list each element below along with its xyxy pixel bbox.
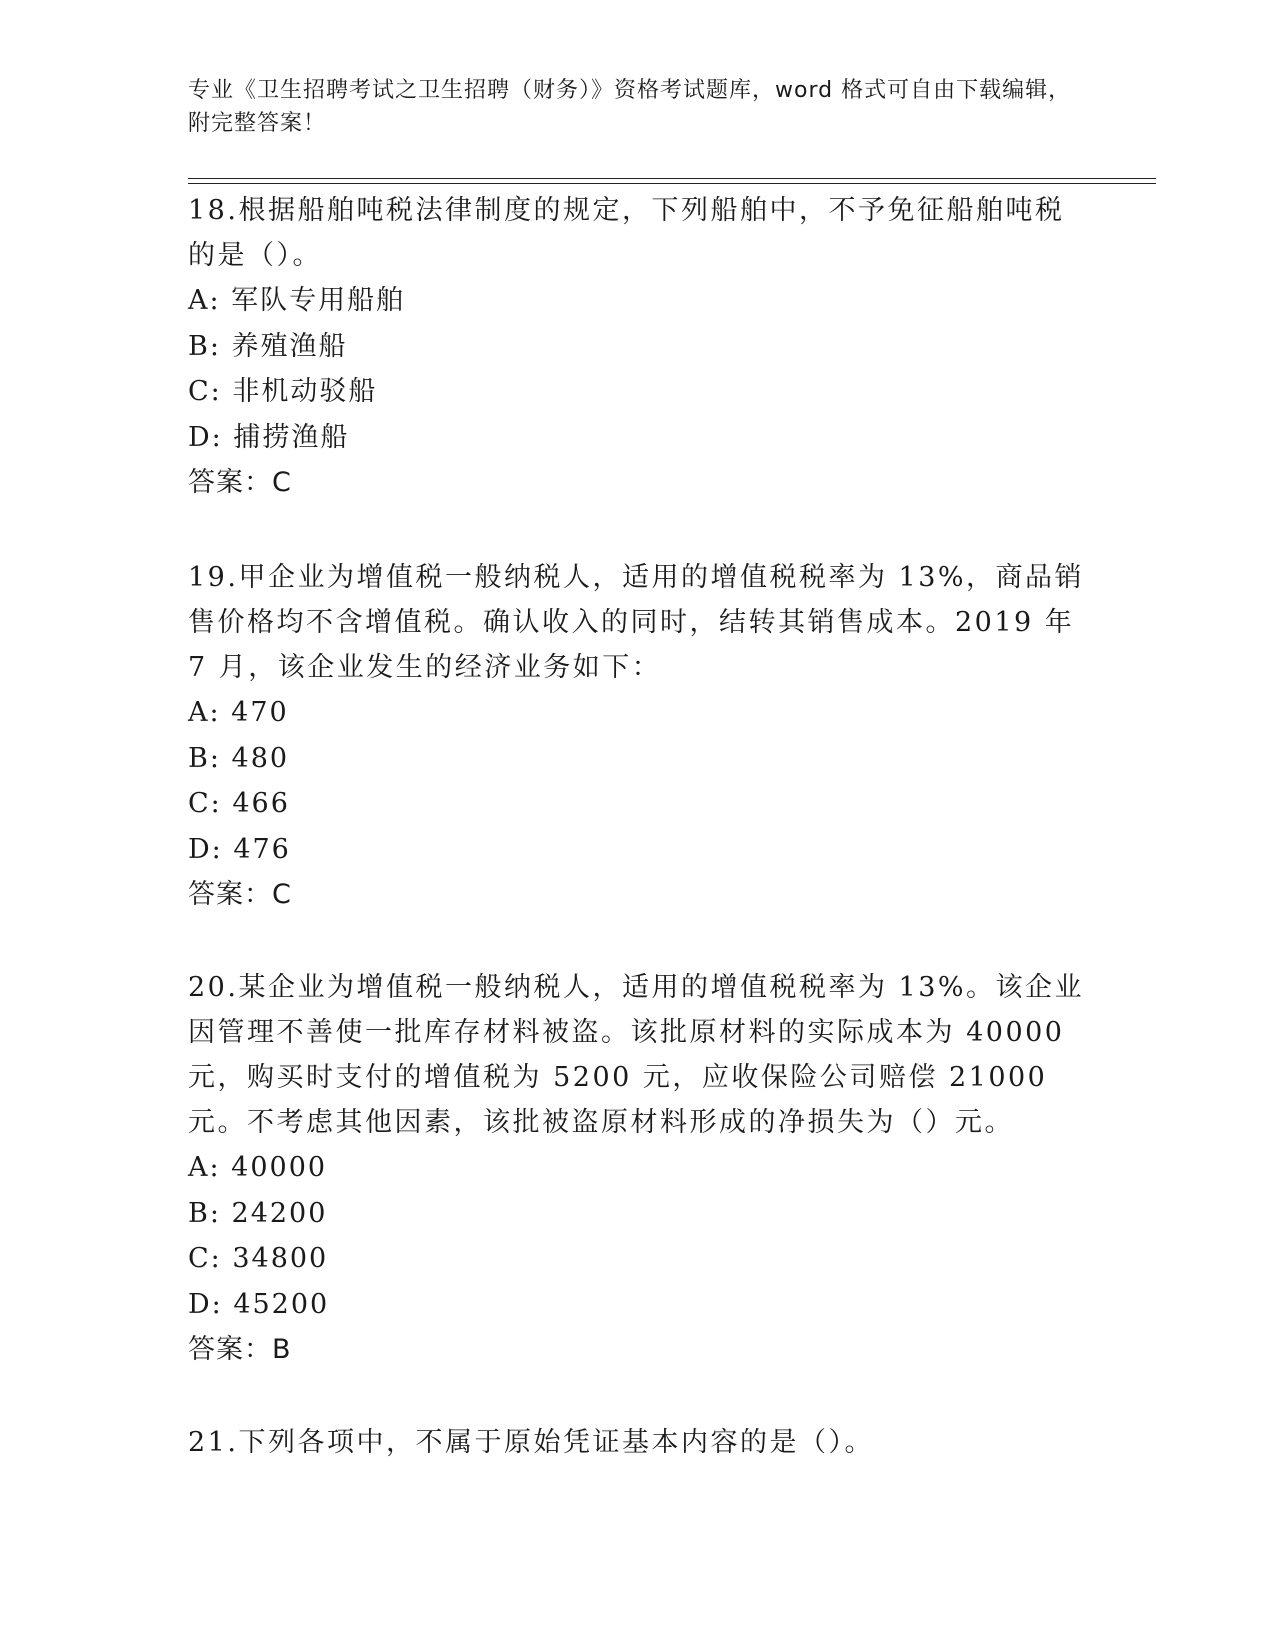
option-b: B: 养殖渔船 — [188, 330, 348, 362]
question-text: 19.甲企业为增值税一般纳税人，适用的增值税税率为 13%，商品销售价格均不含增值税。确认收入的同时，结转其销售成本。2019 年 7 月，该企业发生的经济业务如下： — [188, 562, 1085, 683]
answer-line: 答案：B — [188, 1334, 292, 1365]
question-21 — [188, 1420, 1088, 1465]
option-c: C: 非机动驳船 — [188, 376, 378, 407]
answer-line: 答案：C — [188, 879, 292, 910]
option-d: D: 476 — [188, 833, 291, 865]
option-d: D: 45200 — [188, 1288, 330, 1320]
question-text: 20.某企业为增值税一般纳税人，适用的增值税税率为 13%。该企业因管理不善使一批库存材料被盗。该批原材料的实际成本为 40000 元，购买时支付的增值税为 5200 元，应收保险公司赔偿 21000 元。不考虑其他因素，该批被盗原材料形成的净损失为（）元。 — [188, 972, 1085, 1138]
question-18 — [188, 188, 1088, 506]
option-b: B: 480 — [188, 742, 290, 774]
option-a: A: 40000 — [188, 1152, 328, 1183]
option-c: C: 466 — [188, 788, 290, 819]
header-divider — [188, 178, 1156, 184]
question-20 — [188, 965, 1088, 1373]
option-a: A: 军队专用船舶 — [188, 285, 406, 316]
question-text: 21.下列各项中，不属于原始凭证基本内容的是（）。 — [188, 1427, 874, 1458]
question-19 — [188, 555, 1088, 918]
document-header: 专业《卫生招聘考试之卫生招聘（财务）》资格考试题库，word 格式可自由下载编辑，附完整答案！ — [188, 78, 1072, 136]
option-d: D: 捕捞渔船 — [188, 421, 350, 453]
option-a: A: 470 — [188, 697, 289, 728]
option-c: C: 34800 — [188, 1243, 329, 1274]
question-text: 18.根据船舶吨税法律制度的规定，下列船舶中，不予免征船舶吨税的是（）。 — [188, 195, 1065, 271]
answer-line: 答案：C — [188, 467, 292, 498]
option-b: B: 24200 — [188, 1197, 328, 1229]
